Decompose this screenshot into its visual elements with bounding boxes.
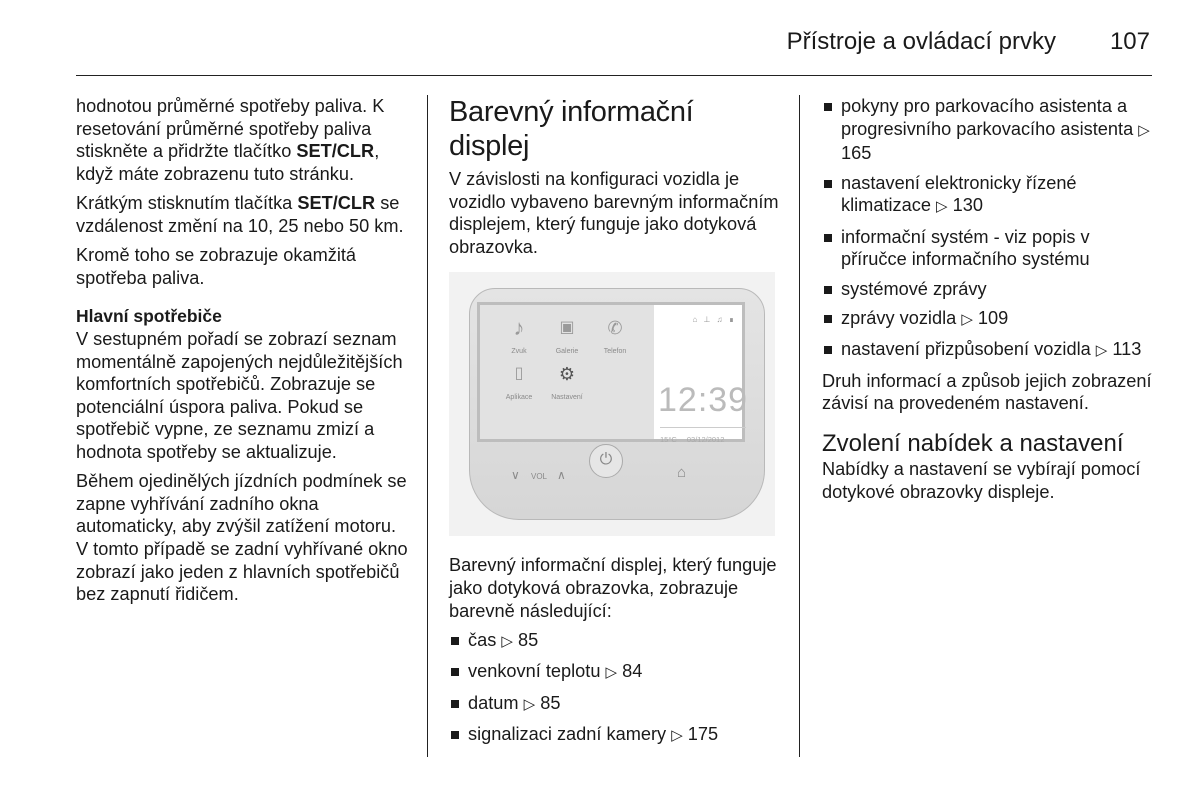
list-item — [449, 660, 779, 685]
button-name: SET/CLR — [297, 193, 376, 214]
music-note-icon: ♪ — [513, 315, 525, 341]
list-item-text: pokyny pro parkovacího asistenta a progresivního parkovacího asistenta — [841, 96, 1134, 139]
paragraph: V sestupném pořadí se zobrazí seznam momentálně zapojených nejdůležitějších komfortních spotřebičů. Zobrazuje se potenciální úspora paliva. Pokud se spotřebič vypne, ze seznamu zmizí a hodnota spotřeby se aktualizuje. — [76, 328, 403, 462]
square-bullet-icon — [824, 315, 832, 323]
square-bullet-icon — [824, 180, 832, 188]
list-item-text: nastavení přizpůsobení vozidla — [841, 339, 1091, 360]
paragraph — [76, 192, 411, 237]
clock-display: 12:39 — [658, 381, 749, 420]
display-figure — [449, 272, 775, 536]
app-phone: ✆ Telefon — [590, 315, 640, 364]
list-item-text: nastavení elektronicky řízené klimatizace — [841, 172, 1077, 216]
square-bullet-icon — [451, 700, 459, 708]
app-apps: ▯ Aplikace — [494, 361, 544, 410]
list-item-text: venkovní teplotu — [468, 661, 601, 682]
gallery-icon: ▣ — [559, 319, 575, 337]
status-icons: ⌂ ⊥ ♫ ∎ — [692, 315, 736, 325]
list-item-text: čas — [468, 629, 497, 650]
page-reference: 85 — [512, 629, 539, 650]
ref-arrow-icon: ▷ — [523, 695, 536, 713]
list-item-text: zprávy vozidla — [841, 307, 957, 328]
figure-caption: Barevný informační displej, který funguje jako dotyková obrazovka, zobrazuje barevně následující: — [449, 555, 777, 621]
ref-arrow-icon: ▷ — [501, 632, 513, 650]
list-item — [449, 692, 779, 717]
phone-icon: ✆ — [607, 318, 623, 339]
page-reference: 109 — [972, 307, 1009, 328]
text-run: se vzdálenost změní na 10, 25 nebo 50 km. — [76, 193, 404, 236]
ref-arrow-icon: ▷ — [605, 664, 618, 682]
home-icon: ⌂ — [677, 464, 687, 482]
column-middle — [449, 95, 779, 755]
list-item — [822, 226, 1152, 271]
paragraph: Nabídky a nastavení se vybírají pomocí dotykové obrazovky displeje. — [822, 458, 1141, 502]
page-reference: 84 — [617, 661, 643, 682]
section-title: Přístroje a ovládací prvky — [786, 28, 1056, 55]
list-item-text: signalizaci zadní kamery — [468, 724, 667, 745]
ref-arrow-icon: ▷ — [1138, 121, 1150, 139]
paragraph: Druh informací a způsob jejich zobrazení závisí na provedeném nastavení. — [822, 370, 1152, 414]
list-item — [822, 172, 1152, 219]
subheading: Hlavní spotřebiče — [76, 306, 222, 327]
list-item-text: datum — [468, 692, 519, 713]
ref-arrow-icon: ▷ — [936, 198, 948, 216]
volume-label: VOL — [531, 472, 548, 482]
square-bullet-icon — [451, 668, 459, 676]
square-bullet-icon — [824, 234, 832, 242]
app-grid — [480, 305, 654, 439]
list-item — [449, 723, 779, 748]
paragraph: V závislosti na konfiguraci vozidla je vozidlo vybaveno barevným informačním displejem, který funguje jako dotyková obrazovka. — [449, 169, 779, 257]
apps-icon: ▯ — [514, 365, 524, 383]
page-reference: 130 — [947, 195, 983, 216]
section-heading: Zvolení nabídek a nastavení — [822, 429, 1124, 457]
feature-list — [822, 95, 1152, 363]
touch-screen — [477, 302, 749, 445]
ref-arrow-icon: ▷ — [1095, 342, 1108, 360]
button-name: SET/CLR — [296, 141, 375, 162]
square-bullet-icon — [824, 346, 832, 354]
list-item — [822, 278, 1152, 301]
column-right — [822, 95, 1152, 510]
paragraph — [76, 95, 411, 185]
ref-arrow-icon: ▷ — [671, 727, 683, 745]
gear-icon: ⚙ — [558, 364, 576, 385]
app-settings: ⚙ Nastavení — [542, 361, 592, 410]
list-item — [822, 307, 1152, 332]
list-item — [822, 95, 1152, 165]
list-item — [449, 629, 779, 654]
page-reference: 165 — [841, 143, 872, 164]
text-run: hodnotou průměrné spotřeby paliva. K resetování průměrné spotřeby paliva stiskněte a přidržte tlačítko — [76, 96, 385, 162]
square-bullet-icon — [824, 286, 832, 294]
temp-date: 15°C 03/12/2012 — [660, 427, 746, 452]
app-audio: ♪ Zvuk — [494, 315, 544, 364]
page-reference: 175 — [682, 724, 719, 745]
list-item-text: systémové zprávy — [841, 278, 987, 299]
page-reference: 85 — [535, 692, 561, 713]
section-heading: Barevný informační displej — [449, 96, 694, 162]
square-bullet-icon — [824, 103, 832, 111]
chevron-up-icon: ∧ — [557, 468, 566, 483]
column-divider — [427, 95, 428, 757]
text-run: , když máte zobrazenu tuto stránku. — [76, 141, 380, 184]
column-divider — [799, 95, 800, 757]
square-bullet-icon — [451, 731, 459, 739]
app-gallery: ▣ Galerie — [542, 315, 592, 364]
paragraph: Kromě toho se zobrazuje okamžitá spotřeba paliva. — [76, 245, 357, 288]
page-reference: 113 — [1107, 339, 1142, 360]
paragraph: Během ojedinělých jízdních podmínek se zapne vyhřívání zadního okna automaticky, aby zvýšil zatížení motoru. V tomto případě se zadní vyhřívané okno zobrazí jako jeden z hlavních spotřebičů bez zapnutí řidičem. — [76, 471, 408, 605]
list-item — [822, 338, 1152, 363]
feature-list — [449, 629, 779, 748]
chevron-down-icon: ∨ — [511, 468, 520, 483]
page-number: 107 — [1109, 28, 1150, 55]
list-item-text: informační systém - viz popis v příručce informačního systému — [841, 226, 1090, 270]
page-header — [76, 22, 1152, 76]
ref-arrow-icon: ▷ — [961, 310, 973, 328]
column-left — [76, 95, 411, 613]
power-icon: ⏻ — [589, 444, 623, 478]
text-run: Krátkým stisknutím tlačítka — [76, 193, 298, 214]
square-bullet-icon — [451, 637, 459, 645]
